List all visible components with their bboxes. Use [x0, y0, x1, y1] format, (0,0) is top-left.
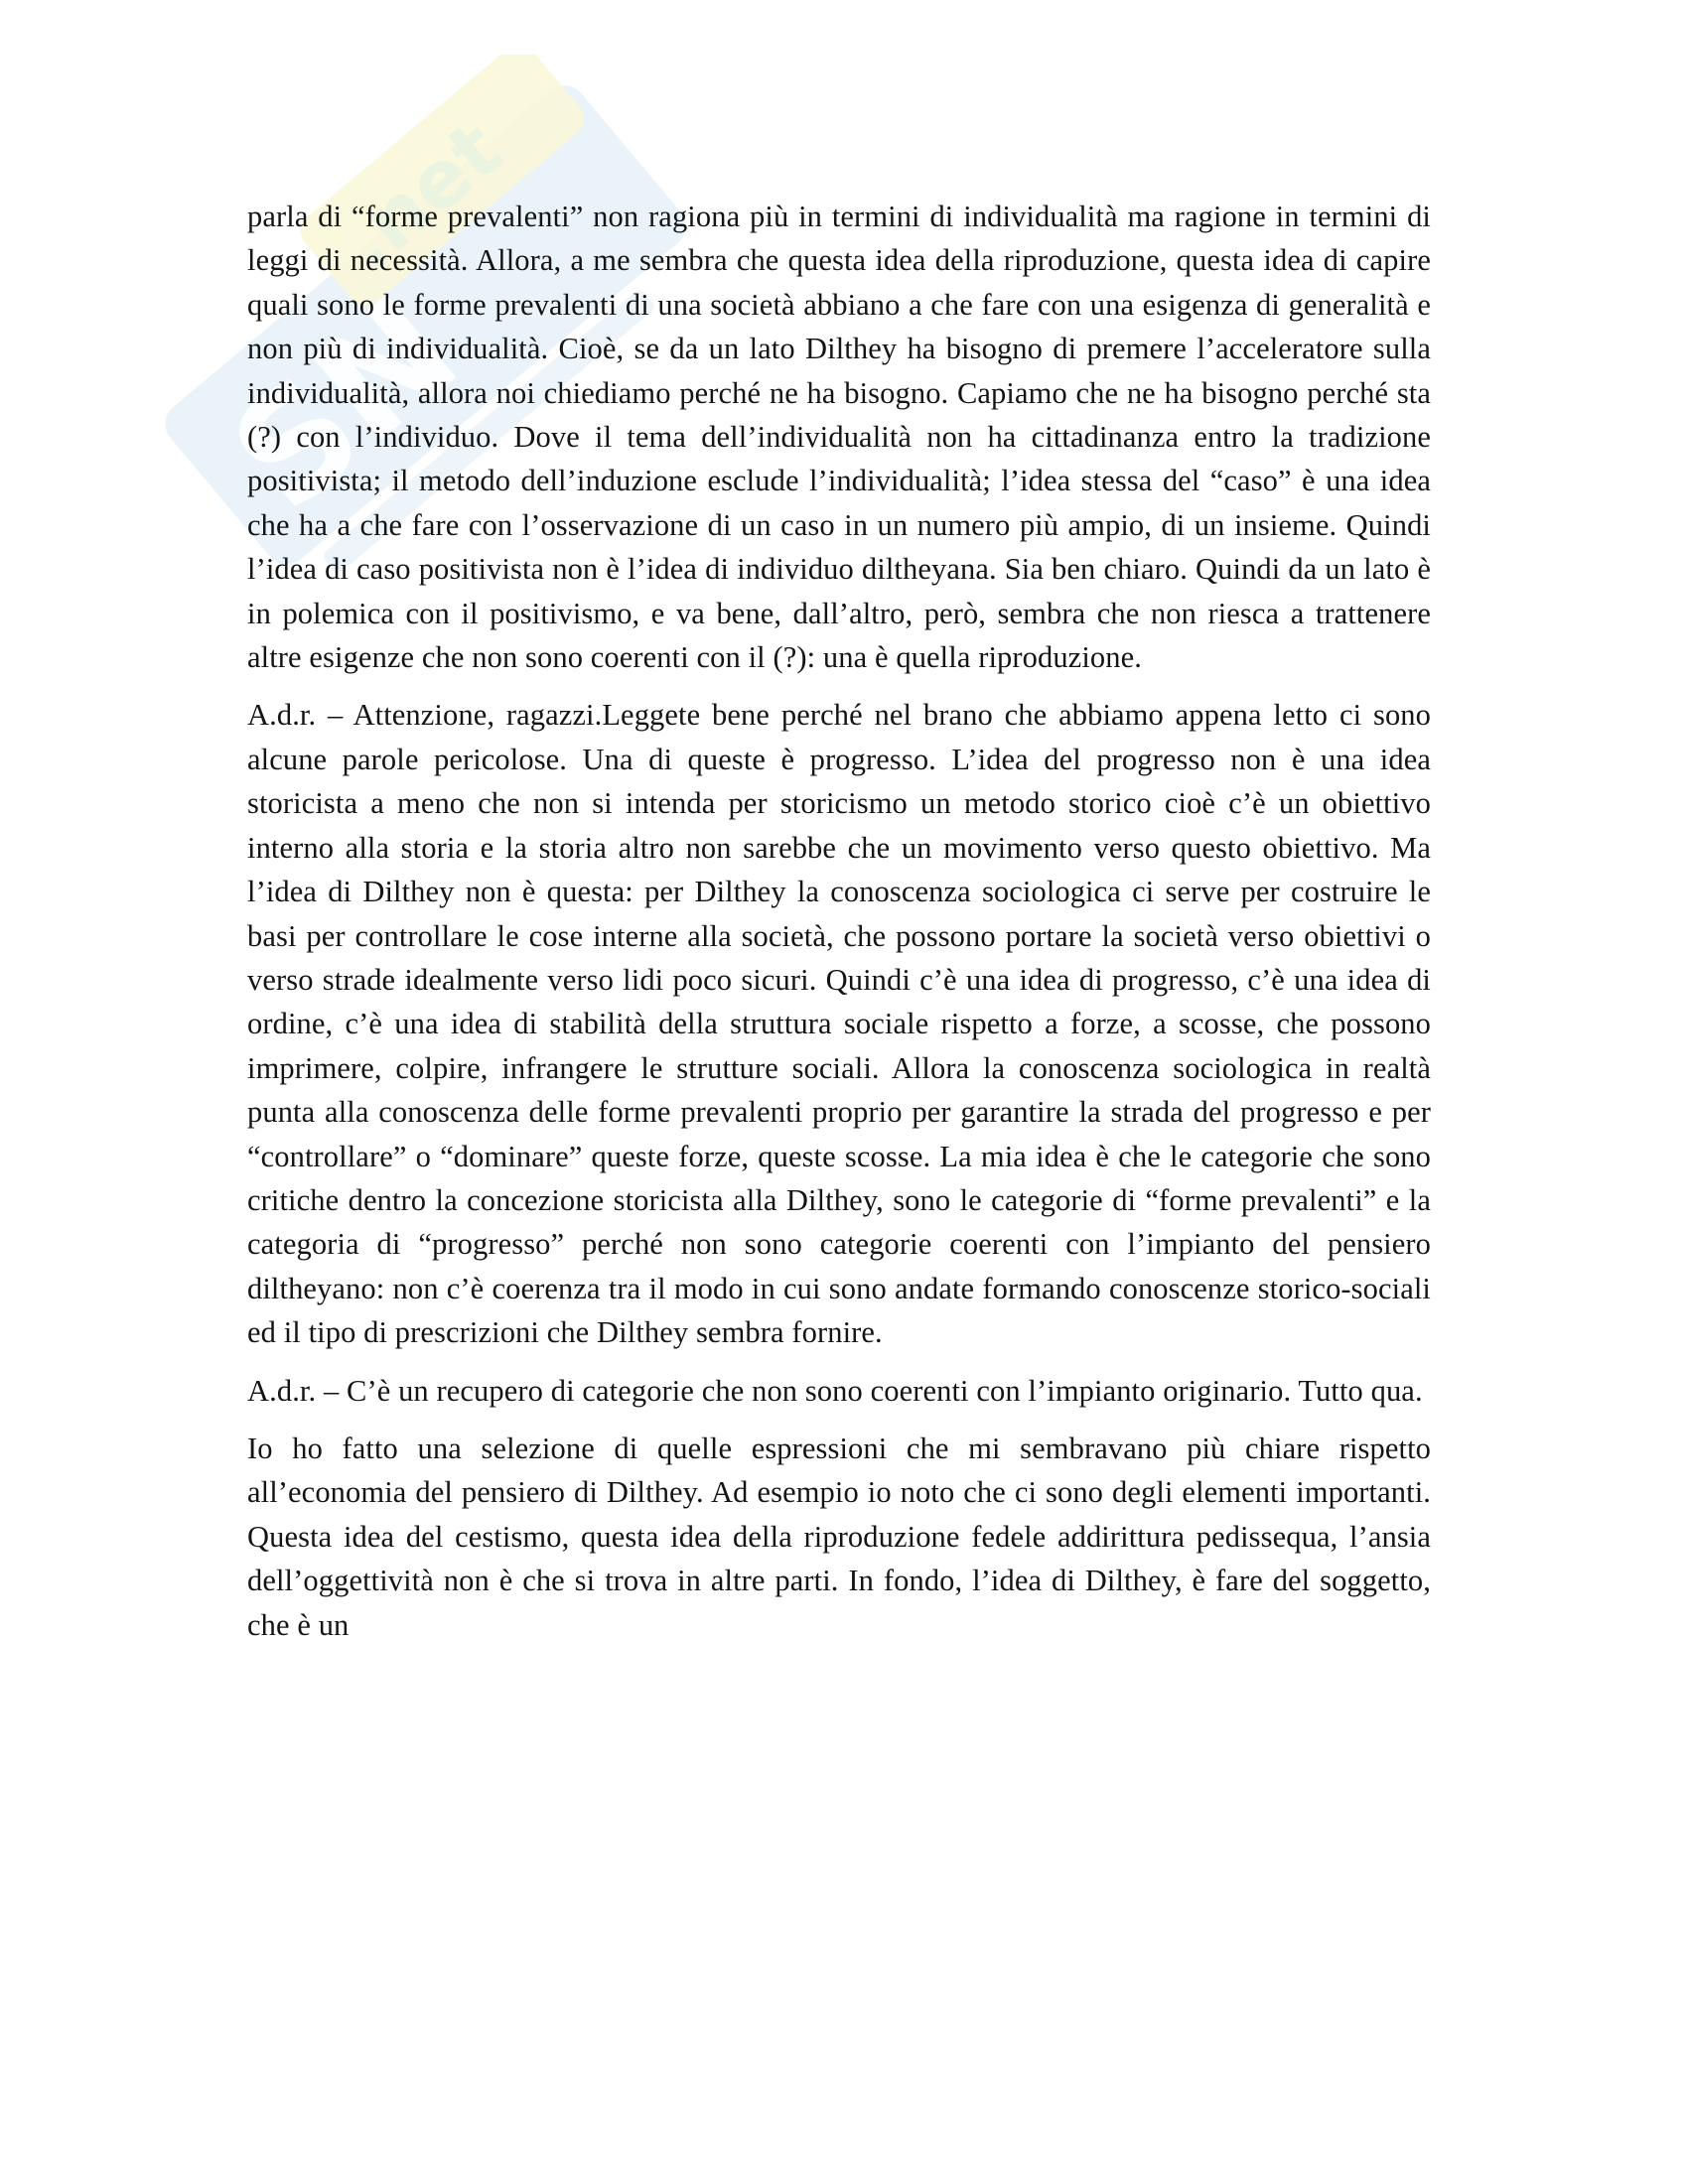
paragraph-1: parla di “forme prevalenti” non ragiona più in termini di individualità ma ragione in termini di leggi di necessità. Allora, a me sembra che questa idea della riproduzione, questa idea di capire quali sono le forme prevalenti di una società abbiano a che fare con una esigenza di generalità e non più di individualità. Cioè, se da un lato Dilthey ha bisogno di premere l’acceleratore sulla individualità, allora noi chiediamo perché ne ha bisogno. Capiamo che ne ha bisogno perché sta (?) con l’individuo. Dove il tema dell’individualità non ha cittadinanza entro la tradizione positivista; il metodo dell’induzione esclude l’individualità; l’idea stessa del “caso” è una idea che ha a che fare con l’osservazione di un caso in un numero più ampio, di un insieme. Quindi l’idea di caso positivista non è l’idea di individuo diltheyana. Sia ben chiaro. Quindi da un lato è in polemica con il positivismo, e va bene, dall’altro, però, sembra che non riesca a trattenere altre esigenze che non sono coerenti con il (?): una è quella riproduzione. [247, 200, 1431, 675]
body-text [247, 195, 1431, 1661]
paragraph-3: A.d.r. – C’è un recupero di categorie che non sono coerenti con l’impianto originario. Tutto qua. [247, 1373, 1423, 1408]
paragraph-2: A.d.r. – Attenzione, ragazzi.Leggete bene perché nel brano che abbiamo appena letto ci sono alcune parole pericolose. Una di queste è progresso. L’idea del progresso non è una idea storicista a meno che non si intenda per storicismo un metodo storico cioè c’è un obiettivo interno alla storia e la storia altro non sarebbe che un movimento verso questo obiettivo. Ma l’idea di Dilthey non è questa: per Dilthey la conoscenza sociologica ci serve per costruire le basi per controllare le cose interne alla società, che possono portare la società verso obiettivi o verso strade idealmente verso lidi poco sicuri. Quindi c’è una idea di progresso, c’è una idea di ordine, c’è una idea di stabilità della struttura sociale rispetto a forze, a scosse, che possono imprimere, colpire, infrangere le strutture sociali. Allora la conoscenza sociologica in realtà punta alla conoscenza delle forme prevalenti proprio per garantire la strada del progresso e per “controllare” o “dominare” queste forze, queste scosse. La mia idea è che le categorie che sono critiche dentro la concezione storicista alla Dilthey, sono le categorie di “forme prevalenti” e la categoria di “progresso” perché non sono categorie coerenti con l’impianto del pensiero diltheyano: non c’è coerenza tra il modo in cui sono andate formando conoscenze storico-sociali ed il tipo di prescrizioni che Dilthey sembra fornire. [247, 698, 1431, 1350]
paragraph-4: Io ho fatto una selezione di quelle espressioni che mi sembravano più chiare rispetto all’economia del pensiero di Dilthey. Ad esempio io noto che ci sono degli elementi importanti. Questa idea del cestismo, questa idea della riproduzione fedele addirittura pedissequa, l’ansia dell’oggettività non è che si trova in altre parti. In fondo, l’idea di Dilthey, è fare del soggetto, che è un [247, 1431, 1431, 1642]
svg-text:.net: .net [323, 103, 519, 289]
svg-text:SN: SN [201, 263, 491, 545]
